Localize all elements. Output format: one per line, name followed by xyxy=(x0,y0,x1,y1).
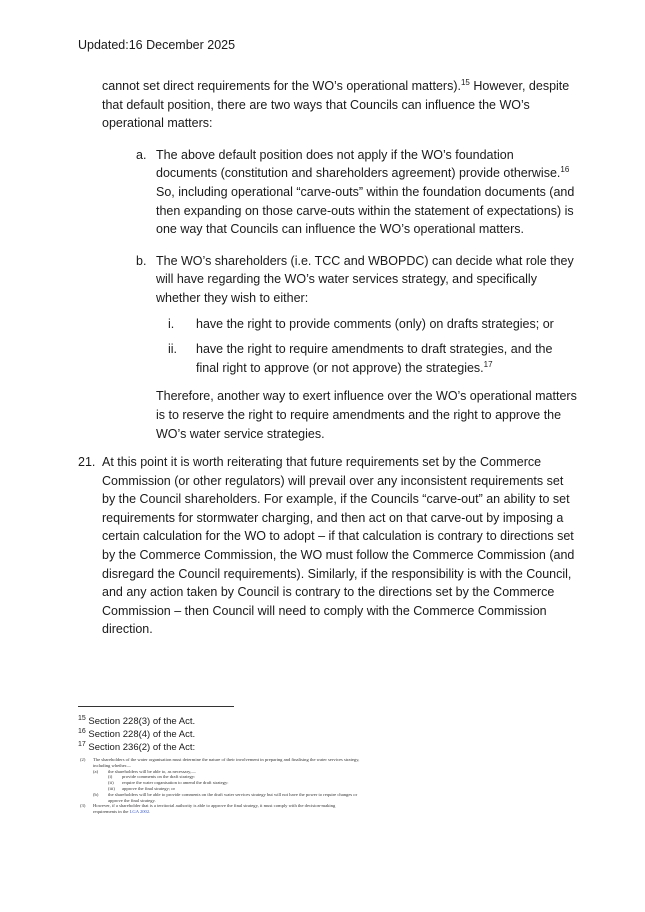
list-label-b: b. xyxy=(136,253,147,268)
footnote-num: 16 xyxy=(78,727,86,735)
footnote-num: 15 xyxy=(78,714,86,722)
statute-key: (iii) xyxy=(108,785,115,791)
paragraph-21-text: At this point it is worth reiterating that future requirements set by the Commerce Commission (or other regulators) will prevail over any inconsistent requirements set by the Council shareholders. For example, if the Councils “carve-out” an ability to set requirements for stormwater charging, and then act on that carve-out by imposing a certain calculation for the WO to adopt – if that calculation is contrary to directions set by the Commerce Commission, the WO must follow the Commerce Commission (and disregard the Council requirements). Similarly, if the responsibility is with the Council, and any action taken by Council is contrary to the directions set by the Commerce Commission – then Council will need to comply with the Commerce Commission direction. xyxy=(102,455,575,637)
statute-text: The shareholders of the water organisation must determine the nature of their involvement in preparing and finalising the water services strategy, including whether— xyxy=(93,757,360,768)
footnote-ref-17[interactable]: 17 xyxy=(483,359,493,369)
intro-paragraph xyxy=(102,77,578,133)
statute-text: require the water organisation to amend the draft strategy: xyxy=(122,780,229,786)
updated-date: Updated:16 December 2025 xyxy=(78,38,236,52)
statute-key: (ii) xyxy=(108,780,114,786)
statute-text-body: However, if a shareholder that is a territorial authority is able to approve the final strategy, it must comply with the decision-making requirements in the xyxy=(93,803,336,815)
sub-label-i: i. xyxy=(168,316,175,331)
footnotes xyxy=(78,716,195,754)
footnote-text: Section 236(2) of the Act: xyxy=(85,741,196,753)
statute-text: the shareholders will be able to provide comments on the draft water services strategy but will not have the power to require changes or approve the final strategy. xyxy=(108,791,358,803)
intro-text: cannot set direct requirements for the WO’s operational matters). xyxy=(102,79,461,93)
footnote-text: Section 228(3) of the Act. xyxy=(85,716,196,727)
footnote-16 xyxy=(78,729,195,742)
footnote-ref-16[interactable]: 16 xyxy=(560,165,570,175)
item-a-text: The above default position does not apply if the WO’s foundation documents (constitution and shareholders agreement) provide otherwise. xyxy=(156,147,561,181)
sub-item-ii xyxy=(168,340,578,377)
item-a-text-cont: So, including operational “carve-outs” within the foundation documents (and then expanding on those carve-outs within the statement of expectations) is one way that Councils can influence the WO’s operational matters. xyxy=(156,184,575,237)
sub-item-i xyxy=(168,315,578,334)
footnote-ref-15[interactable]: 15 xyxy=(460,77,470,87)
sub-item-i-text: have the right to provide comments (only) on drafts strategies; or xyxy=(196,316,554,331)
statute-key: (i) xyxy=(108,774,113,780)
intro-tail: However, despite that default position, there are two ways that Councils can influence the WO’s operational matters: xyxy=(102,79,570,131)
therefore-paragraph: Therefore, another way to exert influence over the WO’s operational matters is to reserve the right to require amendments and the right to approve the WO’s water service strategies. xyxy=(156,389,577,441)
sub-label-ii: ii. xyxy=(168,342,178,357)
statute-text: the shareholders will be able to, as necessary,— xyxy=(108,768,196,774)
statute-key: (3) xyxy=(80,803,86,809)
list-item-b xyxy=(136,252,578,378)
footnote-15 xyxy=(78,716,195,729)
statute-key: (2) xyxy=(80,757,86,762)
lga-2002-link[interactable]: LGA 2002 xyxy=(129,809,150,815)
footnote-num: 17 xyxy=(78,740,86,748)
statute-text: provide comments on the draft strategy: xyxy=(122,774,196,780)
statute-text: approve the final strategy; or xyxy=(122,785,176,791)
sub-item-ii-text: have the right to require amendments to draft strategies, and the final right to approve (or not approve) the strategies. xyxy=(196,342,553,375)
statute-key: (b) xyxy=(93,791,99,797)
list-item-a xyxy=(136,146,578,239)
statute-key: (a) xyxy=(93,768,99,774)
paragraph-21 xyxy=(78,453,578,639)
item-b-text: The WO’s shareholders (i.e. TCC and WBOPDC) can decide what role they will have regarding the WO’s water services strategy, and specifically whether they wish to either: xyxy=(156,253,574,305)
paragraph-number: 21. xyxy=(78,455,96,470)
footnote-separator xyxy=(78,706,234,707)
footnote-17 xyxy=(78,742,195,755)
statute-para-b xyxy=(80,792,360,804)
statute-text xyxy=(93,803,360,815)
statute-text-end: . xyxy=(149,809,151,815)
statute-subsection-2 xyxy=(80,757,360,769)
document-body xyxy=(78,77,578,639)
list-label-a: a. xyxy=(136,147,147,162)
footnote-text: Section 228(4) of the Act. xyxy=(85,728,196,740)
statute-excerpt xyxy=(80,757,360,815)
statute-subsection-3 xyxy=(80,803,360,815)
